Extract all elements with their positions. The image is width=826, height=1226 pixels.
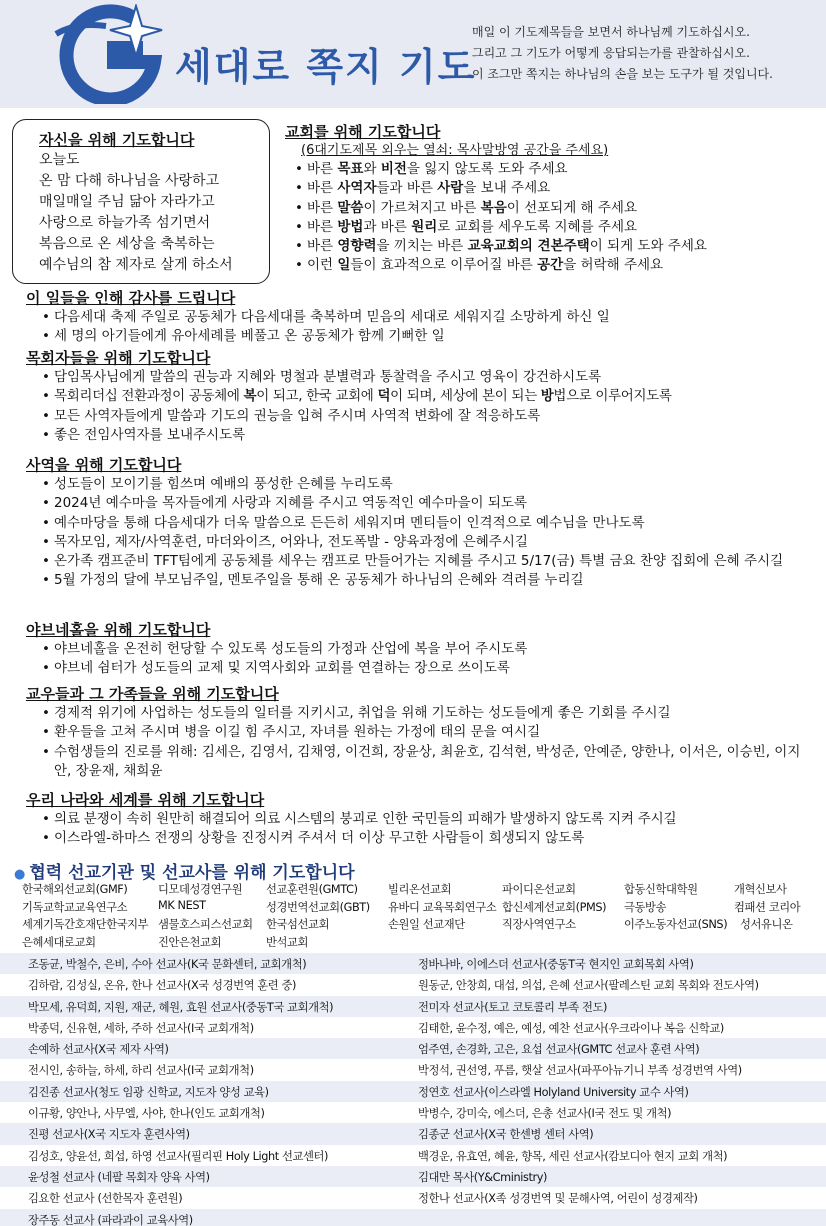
- org-name: 파이디온선교회: [502, 883, 576, 896]
- list-item: • 예수마당을 통해 다음세대가 더욱 말씀으로 든든히 세워지며 멘티들이 인격적으로 예수님을 만나도록: [26, 514, 820, 533]
- emphasis-text: 일: [337, 257, 351, 274]
- missionary-entry: 진평 선교사(X국 지도자 훈련사역): [28, 1128, 190, 1142]
- missionary-entry: 박정석, 권선영, 푸름, 햇살 선교사(파푸아뉴기니 부족 성경번역 사역): [418, 1064, 742, 1078]
- missionary-entry: 전미자 선교사(토고 코토콜리 부족 전도): [418, 1000, 607, 1014]
- intro-line: 이 조그만 쪽지는 하나님의 손을 보는 도구가 될 것입니다.: [472, 67, 773, 81]
- list-item: • 좋은 전임사역자를 보내주시도록: [26, 426, 820, 445]
- intro-text: [472, 22, 773, 85]
- section-title: 우리 나라와 세계를 위해 기도합니다: [26, 791, 265, 809]
- emphasis-text: 복음: [480, 199, 507, 216]
- org-name: 은혜세대로교회: [22, 935, 96, 949]
- church-prayer-section: [285, 122, 821, 276]
- list-item: • 목회리더십 전환과정이 공동체에 복이 되고, 한국 교회에 덕이 되며, 세상에 본이 되는 방법으로 이루어지도록: [26, 387, 820, 406]
- list-item: • 야브네 쉼터가 성도들의 교제 및 지역사회와 교회를 연결하는 장으로 쓰이도록: [26, 659, 820, 678]
- list-item: • 담임목사님에게 말씀의 권능과 지혜와 명철과 분별력과 통찰력을 주시고 영육이 강건하시도록: [26, 368, 820, 387]
- missionary-entry: 김종군 선교사(X국 한센병 센터 사역): [418, 1128, 594, 1142]
- church-prayer-subtitle: (6대기도제목 외우는 열쇠: 목사말방영 공간을 주세요): [301, 143, 609, 158]
- missionary-entry: 정한나 선교사(X족 성경번역 및 문해사역, 어린이 성경제작): [418, 1192, 698, 1206]
- nation-world-section: [26, 790, 820, 849]
- org-name: 선교훈련원(GMTC): [266, 883, 358, 896]
- missionary-row: [0, 1017, 826, 1038]
- org-name: 기독교학교교육연구소: [22, 900, 128, 914]
- missionary-entry: 김하람, 김성실, 온유, 한나 선교사(X국 성경번역 훈련 중): [28, 979, 297, 993]
- list-item: • 이스라엘-하마스 전쟁의 상황을 진정시켜 주셔서 더 이상 무고한 사람들이 희생되지 않도록: [26, 829, 820, 848]
- missionary-entry: 김성호, 양윤선, 희섭, 하영 선교사(필리핀 Holy Light 선교센터): [28, 1149, 329, 1163]
- section-title: 사역을 위해 기도합니다: [26, 456, 182, 474]
- self-prayer-box: [12, 119, 270, 284]
- church-prayer-list: [285, 160, 821, 276]
- self-prayer-line: 복음으로 온 세상을 축복하는: [39, 236, 215, 252]
- ministry-section: [26, 455, 820, 591]
- missionary-row: [0, 1123, 826, 1144]
- org-name: 합신세계선교회(PMS): [502, 900, 607, 914]
- org-name: 빌리온선교회: [388, 883, 452, 896]
- self-prayer-title: 자신을 위해 기도합니다: [39, 131, 195, 149]
- org-name: 유바디 교육목회연구소: [388, 900, 497, 914]
- mission-title-text: 협력 선교기관 및 선교사를 위해 기도합니다: [29, 863, 355, 883]
- bullet-dot-icon: ●: [14, 867, 26, 882]
- org-name: 성경번역선교회(GBT): [266, 900, 370, 914]
- list-item: • 바른 말씀이 가르쳐지고 바른 복음이 선포되게 해 주세요: [285, 199, 821, 218]
- list-item: • 온가족 캠프준비 TFT팀에게 공동체를 세우는 캠프로 만들어가는 지혜를 주시고 5/17(금) 특별 금요 찬양 집회에 은혜 주시길: [26, 552, 820, 571]
- self-prayer-line: 예수님의 참 제자로 살게 하소서: [39, 257, 233, 273]
- org-name: MK NEST: [158, 898, 206, 912]
- missionary-row: [0, 1059, 826, 1080]
- missionary-entry: 김요한 선교사 (선한목자 훈련원): [28, 1192, 183, 1206]
- missionary-entry: 손예하 선교사(X국 제자 사역): [28, 1043, 169, 1057]
- emphasis-text: 사람: [437, 180, 464, 197]
- emphasis-text: 원리: [411, 218, 438, 235]
- list-item: • 경제적 위기에 사업하는 성도들의 일터를 지키시고, 취업을 위해 기도하는 성도들에게 좋은 기회를 주시길: [26, 704, 820, 723]
- missionary-entry: 박병수, 강미숙, 에스더, 은총 선교사(I국 전도 및 개척): [418, 1107, 672, 1121]
- org-row: [22, 899, 822, 917]
- list-item: • 2024년 예수마을 목자들에게 사랑과 지혜를 주시고 역동적인 예수마을이 되도록: [26, 494, 820, 513]
- org-name: 이주노동자선교(SNS): [624, 918, 728, 931]
- missionary-row: [0, 1102, 826, 1123]
- intro-line: 그리고 그 기도가 어떻게 응답되는가를 관찰하십시오.: [472, 46, 750, 60]
- org-name: 합동신학대학원: [624, 883, 698, 896]
- missionary-entry: 김진종 선교사(청도 임광 신학교, 지도자 양성 교육): [28, 1085, 269, 1099]
- list-item: • 세 명의 아기들에게 유아세례를 베풀고 온 공동체가 함께 기뻐한 일: [26, 327, 820, 346]
- congregation-section: [26, 684, 820, 781]
- org-name: 한국해외선교회(GMF): [22, 883, 128, 896]
- list-item: • 모든 사역자들에게 말씀과 기도의 권능을 입혀 주시며 사역적 변화에 잘 적응하도록: [26, 407, 820, 426]
- list-item: • 5월 가정의 달에 부모님주일, 멘토주일을 통해 온 공동체가 하나님의 은혜와 격려를 누리길: [26, 571, 820, 590]
- org-name: 극동방송: [624, 900, 667, 914]
- list-item: • 수험생들의 진로를 위해: 김세은, 김영서, 김채영, 이건희, 장윤상, 최윤호, 김석현, 박성준, 안예준, 양한나, 이서은, 이승빈, 이지안, 장윤재, 채희윤: [26, 743, 820, 782]
- missionary-entry: 백경운, 유효연, 혜윤, 향목, 세린 선교사(캄보디아 현지 교회 개척): [418, 1149, 728, 1163]
- section-title: 목회자들을 위해 기도합니다: [26, 349, 211, 367]
- emphasis-text: 말씀: [337, 199, 364, 216]
- list-item: • 바른 목표와 비전을 잃지 않도록 도와 주세요: [285, 160, 821, 179]
- missionary-entry: 정바나바, 이에스더 선교사(중동T국 현지인 교회목회 사역): [418, 958, 694, 971]
- intro-line: 매일 이 기도제목들을 보면서 하나님께 기도하십시오.: [472, 25, 750, 39]
- list-item: • 바른 방법과 바른 원리로 교회를 세우도록 지혜를 주세요: [285, 218, 821, 237]
- self-prayer-line: 온 맘 다해 하나님을 사랑하고: [39, 173, 220, 189]
- missionary-entry: 조동균, 박철수, 은비, 수아 선교사(K국 문화센터, 교회개척): [28, 958, 307, 971]
- missionary-entry: 이규황, 양안나, 사무엘, 사야, 한나(인도 교회개척): [28, 1107, 265, 1121]
- missionary-entry: 김태한, 윤수정, 예은, 예성, 예찬 선교사(우크라이나 복음 신학교): [418, 1021, 724, 1035]
- missionary-row: [0, 974, 826, 995]
- org-name: 세계기독간호재단한국지부: [22, 918, 149, 931]
- org-name: 진안은천교회: [158, 935, 222, 949]
- list-item: • 이런 일들이 효과적으로 이루어질 바른 공간을 허락해 주세요: [285, 256, 821, 275]
- org-name: 한국섬선교회: [266, 918, 330, 931]
- emphasis-text: 방: [540, 388, 554, 405]
- emphasis-text: 공간: [537, 257, 564, 274]
- missionary-row: [0, 1209, 826, 1226]
- missionary-entry: 원동군, 안창희, 대섭, 의섭, 은혜 선교사(팔레스틴 교회 목회와 전도사역): [418, 979, 759, 993]
- missionary-row: [0, 1081, 826, 1102]
- list-item: • 바른 영향력을 끼치는 바른 교육교회의 견본주택이 되게 도와 주세요: [285, 237, 821, 256]
- list-item: • 목자모임, 제자/사역훈련, 마더와이즈, 어와나, 전도폭발 - 양육과정에 은혜주시길: [26, 533, 820, 552]
- missionary-list: [0, 953, 826, 1226]
- org-name: 컴패션 코리아: [734, 900, 801, 914]
- missionary-entry: 박종덕, 신유현, 세하, 주하 선교사(I국 교회개척): [28, 1021, 254, 1035]
- org-row: [22, 934, 822, 952]
- missionary-entry: 전시인, 송하늘, 하세, 하리 선교사(I국 교회개척): [28, 1064, 254, 1078]
- org-name: 디모데성경연구원: [158, 883, 243, 896]
- missionary-row: [0, 1038, 826, 1059]
- emphasis-text: 덕: [377, 388, 391, 405]
- section-title: 이 일들을 인해 감사를 드립니다: [26, 289, 236, 307]
- org-name: 개혁신보사: [734, 883, 787, 896]
- brand-title: 세대로 쪽지 기도: [175, 45, 477, 89]
- missionary-entry: 김대만 목사(Y&Cministry): [418, 1170, 548, 1184]
- emphasis-text: 비전: [380, 161, 407, 177]
- self-prayer-line: 매일매일 주님 닮아 자라가고: [39, 194, 215, 210]
- globe-logo-icon: [36, 4, 171, 104]
- missionary-entry: 박모세, 유덕희, 지원, 재군, 혜원, 효원 선교사(중동T국 교회개척): [28, 1000, 334, 1014]
- org-row: [22, 916, 822, 934]
- missionary-entry: 엄주연, 손경화, 고은, 요섭 선교사(GMTC 선교사 훈련 사역): [418, 1043, 700, 1057]
- org-name: 손원일 선교재단: [388, 918, 465, 931]
- gratitude-section: [26, 288, 820, 347]
- org-name: 성서유니온: [740, 918, 793, 931]
- list-item: • 환우들을 고쳐 주시며 병을 이길 힘 주시고, 자녀를 원하는 가정에 태의 문을 여시길: [26, 723, 820, 742]
- self-prayer-line: 오늘도: [39, 152, 80, 168]
- missionary-entry: 장주동 선교사 (파라과이 교육사역): [28, 1213, 193, 1226]
- list-item: • 다음세대 축제 주일로 공동체가 다음세대를 축복하며 믿음의 세대로 세워지길 소망하게 하신 일: [26, 308, 820, 327]
- list-item: • 바른 사역자들과 바른 사람을 보내 주세요: [285, 179, 821, 198]
- missionary-row: [0, 953, 826, 974]
- missionary-row: [0, 1187, 826, 1208]
- org-name: 반석교회: [266, 935, 309, 949]
- mission-title: [14, 858, 355, 883]
- list-item: • 성도들이 모이기를 힘쓰며 예배의 풍성한 은혜를 누리도록: [26, 475, 820, 494]
- header-banner: [0, 0, 826, 108]
- section-title: 야브네홀을 위해 기도합니다: [26, 621, 211, 639]
- missionary-row: [0, 1166, 826, 1187]
- missionary-entry: 윤성철 선교사 (네팔 목회자 양육 사역): [28, 1170, 210, 1184]
- church-prayer-title: 교회를 위해 기도합니다: [285, 123, 441, 141]
- partner-org-grid: [22, 881, 822, 951]
- missionary-row: [0, 1145, 826, 1166]
- emphasis-text: 방법: [337, 218, 364, 235]
- org-row: [22, 881, 822, 899]
- missionary-entry: 정연호 선교사(이스라엘 Holyland University 교수 사역): [418, 1085, 689, 1099]
- emphasis-text: 복: [243, 388, 257, 405]
- section-title: 교우들과 그 가족들을 위해 기도합니다: [26, 685, 279, 703]
- self-prayer-line: 사랑으로 하늘가족 섬기면서: [39, 215, 211, 231]
- emphasis-text: 교육교회의 견본주택: [467, 238, 590, 255]
- org-name: 직장사역연구소: [502, 918, 576, 931]
- list-item: • 의료 분쟁이 속히 원만히 해결되어 의료 시스템의 붕괴로 인한 국민들의 피해가 발생하지 않도록 지켜 주시길: [26, 810, 820, 829]
- emphasis-text: 영향력: [337, 238, 377, 255]
- emphasis-text: 목표: [337, 161, 364, 177]
- org-name: 샘물호스피스선교회: [158, 918, 253, 931]
- missionary-row: [0, 996, 826, 1017]
- list-item: • 야브네홀을 온전히 헌당할 수 있도록 성도들의 가정과 산업에 복을 부어 주시도록: [26, 640, 820, 659]
- pastors-section: [26, 348, 820, 445]
- emphasis-text: 사역자: [337, 180, 377, 197]
- yavneh-hall-section: [26, 620, 820, 679]
